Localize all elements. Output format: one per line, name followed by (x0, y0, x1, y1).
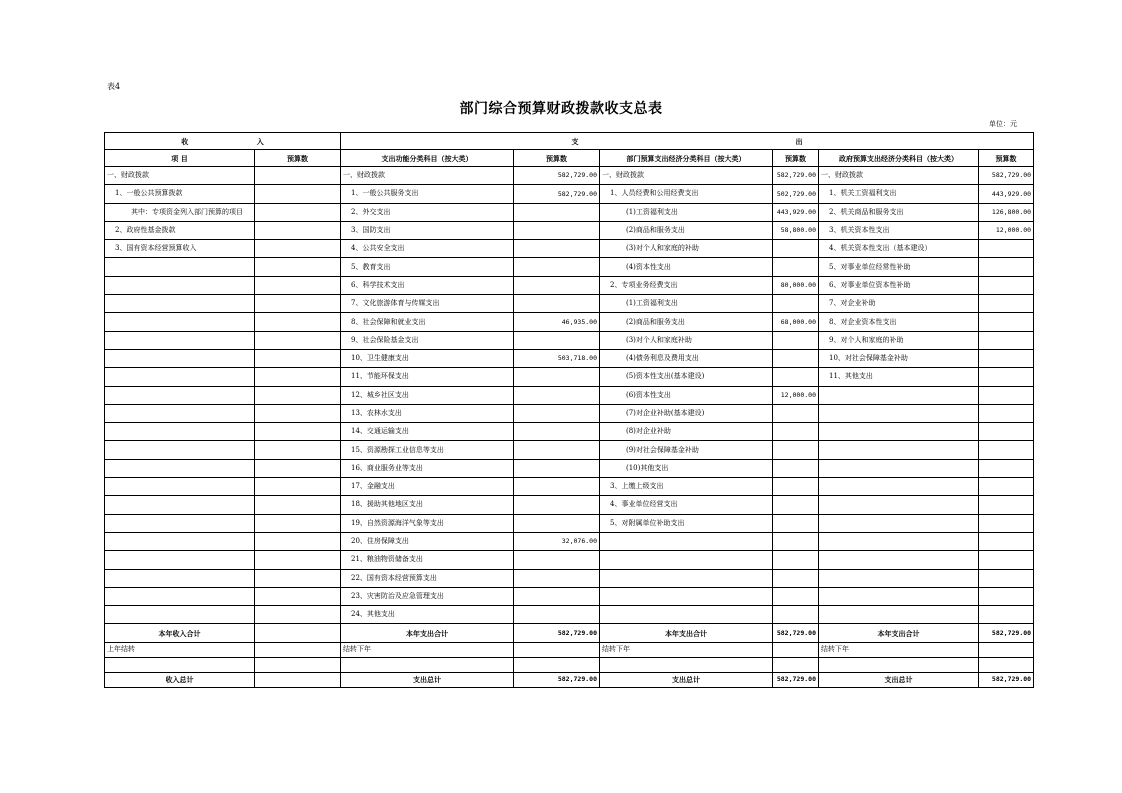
income-item-cell (105, 295, 255, 313)
func-item-cell: 22、国有资本经营预算支出 (341, 569, 514, 587)
dept-budget-cell (773, 404, 819, 422)
dept-budget-cell (773, 295, 819, 313)
dept-budget-cell: 12,000.00 (773, 386, 819, 404)
income-budget-cell (255, 606, 341, 624)
gov-budget-cell (979, 331, 1034, 349)
col-header-budget: 预算数 (773, 150, 819, 167)
dept-grand-total-label: 支出总计 (600, 672, 773, 687)
document-title: 部门综合预算财政拨款收支总表 (459, 101, 663, 117)
dept-item-cell: (10)其他支出 (600, 459, 773, 477)
next-year-carry-func-value (514, 642, 600, 657)
year-gov-total-label: 本年支出合计 (819, 624, 979, 642)
dept-budget-cell (773, 587, 819, 605)
income-item-cell: 一、财政拨款 (105, 167, 255, 185)
table-row (105, 441, 1034, 459)
gov-item-cell: 6、对事业单位资本性补助 (819, 276, 979, 294)
table-row (105, 313, 1034, 331)
income-item-cell (105, 313, 255, 331)
func-budget-cell (514, 514, 600, 532)
gov-budget-cell (979, 313, 1034, 331)
func-item-cell: 9、社会保险基金支出 (341, 331, 514, 349)
dept-budget-cell: 502,729.00 (773, 185, 819, 203)
table-row (105, 606, 1034, 624)
gov-item-cell: 3、机关资本性支出 (819, 221, 979, 239)
next-year-carry-dept-value (773, 642, 819, 657)
income-item-cell (105, 258, 255, 276)
income-item-cell (105, 514, 255, 532)
dept-budget-cell (773, 349, 819, 367)
empty-cell (255, 657, 341, 672)
income-item-cell (105, 551, 255, 569)
gov-budget-cell (979, 478, 1034, 496)
dept-budget-cell (773, 258, 819, 276)
dept-item-cell: (1)工资福利支出 (600, 295, 773, 313)
func-item-cell: 20、住房保障支出 (341, 532, 514, 550)
func-item-cell: 4、公共安全支出 (341, 240, 514, 258)
dept-item-cell: (7)对企业补助(基本建设) (600, 404, 773, 422)
gov-budget-cell (979, 258, 1034, 276)
func-item-cell: 3、国防支出 (341, 221, 514, 239)
gov-item-cell (819, 551, 979, 569)
dept-item-cell (600, 532, 773, 550)
table-row (105, 569, 1034, 587)
gov-budget-cell: 443,929.00 (979, 185, 1034, 203)
table-row (105, 423, 1034, 441)
dept-budget-cell (773, 441, 819, 459)
gov-item-cell (819, 386, 979, 404)
gov-item-cell (819, 423, 979, 441)
dept-budget-cell: 80,000.00 (773, 276, 819, 294)
gov-budget-cell (979, 496, 1034, 514)
dept-item-cell: (6)资本性支出 (600, 386, 773, 404)
income-budget-cell (255, 587, 341, 605)
income-budget-cell (255, 551, 341, 569)
gov-item-cell: 4、机关资本性支出（基本建设） (819, 240, 979, 258)
func-item-cell: 21、粮油物资储备支出 (341, 551, 514, 569)
gov-item-cell: 9、对个人和家庭的补助 (819, 331, 979, 349)
gov-budget-cell (979, 514, 1034, 532)
table-row (105, 276, 1034, 294)
dept-item-cell: 一、财政拨款 (600, 167, 773, 185)
gov-budget-cell (979, 423, 1034, 441)
income-budget-cell (255, 441, 341, 459)
func-item-cell: 5、教育支出 (341, 258, 514, 276)
table-row (105, 514, 1034, 532)
func-item-cell: 13、农林水支出 (341, 404, 514, 422)
dept-item-cell: 5、对附属单位补助支出 (600, 514, 773, 532)
gov-budget-cell (979, 459, 1034, 477)
empty-cell (819, 657, 979, 672)
income-budget-cell (255, 203, 341, 221)
table-row (105, 478, 1034, 496)
empty-cell (600, 657, 773, 672)
dept-budget-cell (773, 478, 819, 496)
gov-budget-cell (979, 368, 1034, 386)
func-budget-cell (514, 368, 600, 386)
income-item-cell (105, 349, 255, 367)
year-gov-total-value: 582,729.00 (979, 624, 1034, 642)
col-header-gov: 政府预算支出经济分类科目（按大类） (819, 150, 979, 167)
table-row (105, 167, 1034, 185)
gov-budget-cell (979, 587, 1034, 605)
income-budget-cell (255, 185, 341, 203)
year-income-total-value (255, 624, 341, 642)
func-budget-cell: 46,935.00 (514, 313, 600, 331)
dept-budget-cell (773, 551, 819, 569)
gov-budget-cell: 12,000.00 (979, 221, 1034, 239)
func-item-cell: 17、金融支出 (341, 478, 514, 496)
dept-item-cell: (3)对个人和家庭补助 (600, 331, 773, 349)
gov-budget-cell (979, 441, 1034, 459)
col-header-func: 支出功能分类科目（按大类） (341, 150, 514, 167)
func-budget-cell (514, 441, 600, 459)
gov-item-cell: 2、机关商品和服务支出 (819, 203, 979, 221)
func-item-cell: 7、文化旅游体育与传媒支出 (341, 295, 514, 313)
func-item-cell: 8、社会保障和就业支出 (341, 313, 514, 331)
income-budget-cell (255, 276, 341, 294)
year-income-total-label: 本年收入合计 (105, 624, 255, 642)
gov-item-cell: 7、对企业补助 (819, 295, 979, 313)
gov-item-cell (819, 514, 979, 532)
income-budget-cell (255, 478, 341, 496)
func-item-cell: 2、外交支出 (341, 203, 514, 221)
gov-budget-cell (979, 240, 1034, 258)
unit-label: 单位：元 (989, 120, 1017, 128)
carry-over-row (105, 642, 1034, 657)
table-row (105, 532, 1034, 550)
gov-budget-cell (979, 349, 1034, 367)
func-item-cell: 12、城乡社区支出 (341, 386, 514, 404)
income-item-cell: 1、一般公共预算拨款 (105, 185, 255, 203)
income-item-cell (105, 532, 255, 550)
gov-budget-cell (979, 606, 1034, 624)
income-section-header (105, 133, 341, 150)
func-budget-cell (514, 295, 600, 313)
func-item-cell: 14、交通运输支出 (341, 423, 514, 441)
gov-budget-cell: 126,800.00 (979, 203, 1034, 221)
gov-item-cell (819, 441, 979, 459)
income-grand-total-value (255, 672, 341, 687)
dept-item-cell: 2、专项业务经费支出 (600, 276, 773, 294)
table-row (105, 368, 1034, 386)
gov-item-cell (819, 404, 979, 422)
col-header-item: 项 目 (105, 150, 255, 167)
next-year-carry-dept-label: 结转下年 (600, 642, 773, 657)
table-row (105, 221, 1034, 239)
income-budget-cell (255, 240, 341, 258)
income-budget-cell (255, 349, 341, 367)
gov-item-cell (819, 496, 979, 514)
table-row (105, 386, 1034, 404)
gov-item-cell: 8、对企业资本性支出 (819, 313, 979, 331)
income-item-cell (105, 423, 255, 441)
income-budget-cell (255, 313, 341, 331)
income-item-cell (105, 441, 255, 459)
empty-cell (514, 657, 600, 672)
year-func-total-label: 本年支出合计 (341, 624, 514, 642)
income-item-cell (105, 478, 255, 496)
income-item-cell: 其中：专项资金列入部门预算的项目 (105, 203, 255, 221)
func-grand-total-label: 支出总计 (341, 672, 514, 687)
dept-budget-cell: 443,929.00 (773, 203, 819, 221)
gov-budget-cell: 582,729.00 (979, 167, 1034, 185)
income-budget-cell (255, 386, 341, 404)
func-budget-cell (514, 404, 600, 422)
next-year-carry-gov-label: 结转下年 (819, 642, 979, 657)
dept-budget-cell (773, 331, 819, 349)
func-budget-cell (514, 203, 600, 221)
func-budget-cell (514, 221, 600, 239)
column-header-row (105, 150, 1034, 167)
dept-budget-cell (773, 368, 819, 386)
empty-cell (341, 657, 514, 672)
gov-item-cell (819, 606, 979, 624)
func-budget-cell (514, 276, 600, 294)
func-item-cell: 1、一般公共服务支出 (341, 185, 514, 203)
income-item-cell (105, 606, 255, 624)
dept-item-cell: 4、事业单位经营支出 (600, 496, 773, 514)
table-row (105, 185, 1034, 203)
func-item-cell: 23、灾害防治及应急管理支出 (341, 587, 514, 605)
table-number-label: 表4 (107, 82, 121, 91)
income-budget-cell (255, 532, 341, 550)
dept-item-cell: (9)对社会保障基金补助 (600, 441, 773, 459)
dept-budget-cell: 58,800.00 (773, 221, 819, 239)
year-dept-total-label: 本年支出合计 (600, 624, 773, 642)
income-grand-total-label: 收入总计 (105, 672, 255, 687)
dept-item-cell: 1、人员经费和公用经费支出 (600, 185, 773, 203)
dept-item-cell: (1)工资福利支出 (600, 203, 773, 221)
func-budget-cell (514, 459, 600, 477)
gov-budget-cell (979, 551, 1034, 569)
dept-budget-cell (773, 459, 819, 477)
year-func-total-value: 582,729.00 (514, 624, 600, 642)
gov-item-cell (819, 478, 979, 496)
func-item-cell: 11、节能环保支出 (341, 368, 514, 386)
dept-item-cell: (4)资本性支出 (600, 258, 773, 276)
func-budget-cell (514, 606, 600, 624)
income-item-cell (105, 569, 255, 587)
table-row (105, 459, 1034, 477)
gov-item-cell: 1、机关工资福利支出 (819, 185, 979, 203)
func-budget-cell (514, 569, 600, 587)
dept-item-cell (600, 606, 773, 624)
budget-summary-table (104, 132, 1034, 688)
section-header-row (105, 133, 1034, 150)
next-year-carry-gov-value (979, 642, 1034, 657)
income-budget-cell (255, 368, 341, 386)
func-budget-cell: 32,076.00 (514, 532, 600, 550)
table-row (105, 240, 1034, 258)
income-budget-cell (255, 496, 341, 514)
income-item-cell (105, 368, 255, 386)
next-year-carry-func-label: 结转下年 (341, 642, 514, 657)
func-budget-cell (514, 478, 600, 496)
income-item-cell (105, 496, 255, 514)
func-budget-cell (514, 496, 600, 514)
prior-year-carry-label: 上年结转 (105, 642, 255, 657)
empty-cell (979, 657, 1034, 672)
func-grand-total-value: 582,729.00 (514, 672, 600, 687)
dept-item-cell: (5)资本性支出(基本建设) (600, 368, 773, 386)
dept-item-cell (600, 587, 773, 605)
func-budget-cell (514, 331, 600, 349)
income-item-cell (105, 587, 255, 605)
gov-budget-cell (979, 532, 1034, 550)
income-item-cell (105, 459, 255, 477)
table-row (105, 349, 1034, 367)
income-char-1: 收 (181, 136, 189, 146)
dept-budget-cell: 68,000.00 (773, 313, 819, 331)
col-header-budget: 预算数 (514, 150, 600, 167)
func-item-cell: 19、自然资源海洋气象等支出 (341, 514, 514, 532)
table-row (105, 203, 1034, 221)
grand-total-row (105, 672, 1034, 687)
income-budget-cell (255, 423, 341, 441)
func-budget-cell (514, 587, 600, 605)
func-budget-cell (514, 423, 600, 441)
func-budget-cell: 503,718.00 (514, 349, 600, 367)
empty-cell (773, 657, 819, 672)
gov-grand-total-label: 支出总计 (819, 672, 979, 687)
income-budget-cell (255, 295, 341, 313)
gov-item-cell (819, 587, 979, 605)
dept-item-cell: (4)债务利息及费用支出 (600, 349, 773, 367)
func-item-cell: 18、援助其他地区支出 (341, 496, 514, 514)
col-header-dept: 部门预算支出经济分类科目（按大类） (600, 150, 773, 167)
income-item-cell (105, 386, 255, 404)
dept-budget-cell (773, 532, 819, 550)
income-item-cell (105, 276, 255, 294)
dept-item-cell: (2)商品和服务支出 (600, 221, 773, 239)
gov-budget-cell (979, 295, 1034, 313)
gov-item-cell: 11、其他支出 (819, 368, 979, 386)
func-budget-cell: 582,729.00 (514, 167, 600, 185)
func-budget-cell: 582,729.00 (514, 185, 600, 203)
func-budget-cell (514, 240, 600, 258)
func-item-cell: 15、资源勘探工业信息等支出 (341, 441, 514, 459)
func-item-cell: 一、财政拨款 (341, 167, 514, 185)
dept-budget-cell (773, 569, 819, 587)
dept-budget-cell (773, 496, 819, 514)
dept-budget-cell (773, 606, 819, 624)
year-total-row (105, 624, 1034, 642)
income-budget-cell (255, 167, 341, 185)
income-budget-cell (255, 221, 341, 239)
gov-item-cell (819, 532, 979, 550)
dept-item-cell (600, 569, 773, 587)
dept-item-cell: (3)对个人和家庭的补助 (600, 240, 773, 258)
func-item-cell: 24、其他支出 (341, 606, 514, 624)
gov-item-cell (819, 459, 979, 477)
empty-cell (105, 657, 255, 672)
gov-grand-total-value: 582,729.00 (979, 672, 1034, 687)
prior-year-carry-value (255, 642, 341, 657)
income-item-cell: 2、政府性基金拨款 (105, 221, 255, 239)
income-budget-cell (255, 514, 341, 532)
gov-budget-cell (979, 386, 1034, 404)
func-budget-cell (514, 551, 600, 569)
func-item-cell: 10、卫生健康支出 (341, 349, 514, 367)
gov-item-cell: 5、对事业单位经常性补助 (819, 258, 979, 276)
expense-section-header (341, 133, 1034, 150)
dept-budget-cell: 582,729.00 (773, 167, 819, 185)
income-char-2: 入 (256, 136, 264, 146)
dept-budget-cell (773, 240, 819, 258)
col-header-budget: 预算数 (979, 150, 1034, 167)
gov-budget-cell (979, 404, 1034, 422)
expense-char-1: 支 (571, 136, 579, 146)
income-budget-cell (255, 404, 341, 422)
gov-item-cell (819, 569, 979, 587)
dept-item-cell: 3、上缴上级支出 (600, 478, 773, 496)
dept-item-cell: (2)商品和服务支出 (600, 313, 773, 331)
dept-budget-cell (773, 423, 819, 441)
func-budget-cell (514, 386, 600, 404)
table-row (105, 295, 1034, 313)
dept-item-cell (600, 551, 773, 569)
gov-item-cell: 一、财政拨款 (819, 167, 979, 185)
income-item-cell (105, 331, 255, 349)
table-row (105, 404, 1034, 422)
income-item-cell (105, 404, 255, 422)
income-item-cell: 3、国有资本经营预算收入 (105, 240, 255, 258)
dept-budget-cell (773, 514, 819, 532)
income-budget-cell (255, 569, 341, 587)
func-budget-cell (514, 258, 600, 276)
dept-item-cell: (8)对企业补助 (600, 423, 773, 441)
table-row (105, 551, 1034, 569)
func-item-cell: 6、科学技术支出 (341, 276, 514, 294)
table-row (105, 496, 1034, 514)
spacer-row (105, 657, 1034, 672)
income-budget-cell (255, 459, 341, 477)
table-row (105, 331, 1034, 349)
expense-char-2: 出 (795, 136, 803, 146)
func-item-cell: 16、商业服务业等支出 (341, 459, 514, 477)
col-header-budget: 预算数 (255, 150, 341, 167)
gov-item-cell: 10、对社会保障基金补助 (819, 349, 979, 367)
table-row (105, 587, 1034, 605)
table-row (105, 258, 1034, 276)
gov-budget-cell (979, 276, 1034, 294)
dept-grand-total-value: 582,729.00 (773, 672, 819, 687)
year-dept-total-value: 582,729.00 (773, 624, 819, 642)
income-budget-cell (255, 331, 341, 349)
gov-budget-cell (979, 569, 1034, 587)
income-budget-cell (255, 258, 341, 276)
